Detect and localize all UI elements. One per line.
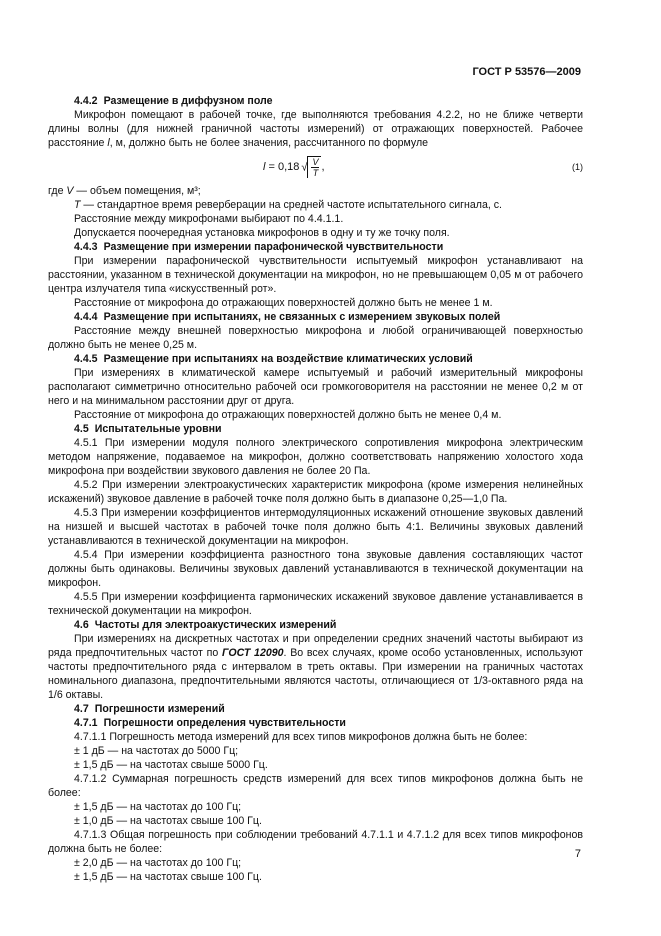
- equation-number: (1): [572, 162, 583, 172]
- list-item: ± 1,0 дБ — на частотах свыше 100 Гц.: [74, 815, 262, 827]
- paragraph: T — стандартное время реверберации на средней частоте испытательного сигнала, с.: [74, 199, 502, 211]
- paragraph: При измерении парафонической чувствительности испытуемый микрофон устанавливают на расстоянии, указанном в технической документации на микрофон, но не превышающем 0,05 м от рабочего центра излучателя типа «искусственный рот».: [48, 255, 583, 295]
- section-heading-4-7: 4.7 Погрешности измерений: [74, 703, 225, 715]
- paragraph: 4.7.1.3 Общая погрешность при соблюдении требований 4.7.1.1 и 4.7.1.2 для всех типов микрофонов должна быть не более:: [48, 829, 583, 855]
- list-item: ± 2,0 дБ — на частотах до 100 Гц;: [74, 857, 242, 869]
- list-item: ± 1,5 дБ — на частотах до 100 Гц;: [74, 801, 242, 813]
- section-heading-4-4-3: 4.4.3 Размещение при измерении парафонической чувствительности: [74, 241, 444, 253]
- paragraph: Допускается поочередная установка микрофонов в одну и ту же точку поля.: [74, 227, 450, 239]
- list-item: ± 1 дБ — на частотах до 5000 Гц;: [74, 745, 239, 757]
- paragraph: Расстояние между микрофонами выбирают по 4.4.1.1.: [74, 213, 344, 225]
- formula-1: [48, 150, 583, 184]
- section-heading-4-4-4: 4.4.4 Размещение при испытаниях, не связанных с измерением звуковых полей: [74, 311, 501, 323]
- section-heading-4-4-5: 4.4.5 Размещение при испытаниях на воздействие климатических условий: [74, 353, 473, 365]
- sqrt-symbol: √ $\frac{V}{T}$: [301, 156, 321, 178]
- paragraph: При измерениях на дискретных частотах и при определении средних значений частоты выбирают из ряда предпочтительных частот по ГОСТ 12090. Во всех случаях, кроме особо установленных, используют частоты предпочтительного ряда с интервалом в треть октавы. При измерении на граничных частотах номинального диапазона, предпочтительными являются частоты, отличающиеся от 1/3-октавного ряда на 1/6 октавы.: [48, 633, 583, 701]
- paragraph: 4.5.3 При измерении коэффициентов интермодуляционных искажений отношение звуковых давлений на низшей и высшей частотах в рабочей точке поля должно быть 4:1. Величины звуковых давлений устанавливаются в технической документации на микрофон.: [48, 507, 583, 547]
- document-id-header: ГОСТ Р 53576—2009: [472, 66, 581, 78]
- standard-reference: ГОСТ 12090: [222, 647, 284, 659]
- paragraph: 4.7.1.1 Погрешность метода измерений для всех типов микрофонов должна быть не более:: [74, 731, 528, 743]
- paragraph: Расстояние от микрофона до отражающих поверхностей должно быть не менее 0,4 м.: [74, 409, 502, 421]
- paragraph: 4.7.1.2 Суммарная погрешность средств измерений для всех типов микрофонов должна быть не более:: [48, 773, 583, 799]
- section-heading-4-6: 4.6 Частоты для электроакустических измерений: [74, 619, 337, 631]
- paragraph: 4.5.1 При измерении модуля полного электрического сопротивления микрофона электрическим методом напряжение, подаваемое на микрофон, должно соответствовать напряжению холостого хода микрофона при воздействии звукового давления не более 20 Па.: [48, 437, 583, 477]
- list-item: ± 1,5 дБ — на частотах свыше 100 Гц.: [74, 871, 262, 883]
- section-heading-4-4-2: 4.4.2 Размещение в диффузном поле: [74, 95, 273, 107]
- paragraph: 4.5.5 При измерении коэффициента гармонических искажений звуковое давление устанавливается в технической документации на микрофон.: [48, 591, 583, 617]
- paragraph: 4.5.2 При измерении электроакустических характеристик микрофона (кроме измерения нелинейных искажений) звуковое давление в рабочей точке поля должно быть в диапазоне 0,25—1,0 Па.: [48, 479, 583, 505]
- paragraph: Микрофон помещают в рабочей точке, где выполняются требования 4.2.2, но не ближе четверти длины волны (для нижней граничной частоты измерений) от отражающих поверхностей. Рабочее расстояние l, м, должно быть не более значения, рассчитанного по формуле: [48, 109, 583, 149]
- formula-expression: l = 0,18 √ $\frac{V}{T}$ ,: [263, 157, 325, 178]
- paragraph: где V — объем помещения, м³;: [48, 185, 201, 197]
- paragraph: При измерениях в климатической камере испытуемый и рабочий измерительный микрофоны располагают симметрично относительно рабочей оси громкоговорителя на расстоянии не менее 0,2 м от него и на минимальном расстоянии друг от друга.: [48, 367, 583, 407]
- paragraph: 4.5.4 При измерении коэффициента разностного тона звуковые давления составляющих частот должны быть одинаковы. Величины звуковых давлений устанавливаются в технической документации на микрофон.: [48, 549, 583, 589]
- section-heading-4-5: 4.5 Испытательные уровни: [74, 423, 222, 435]
- section-heading-4-7-1: 4.7.1 Погрешности определения чувствительности: [74, 717, 346, 729]
- page-number: 7: [574, 848, 581, 860]
- list-item: ± 1,5 дБ — на частотах свыше 5000 Гц.: [74, 759, 268, 771]
- document-body: [48, 94, 583, 884]
- paragraph: Расстояние между внешней поверхностью микрофона и любой ограничивающей поверхностью должно быть не менее 0,25 м.: [48, 325, 583, 351]
- paragraph: Расстояние от микрофона до отражающих поверхностей должно быть не менее 1 м.: [74, 297, 493, 309]
